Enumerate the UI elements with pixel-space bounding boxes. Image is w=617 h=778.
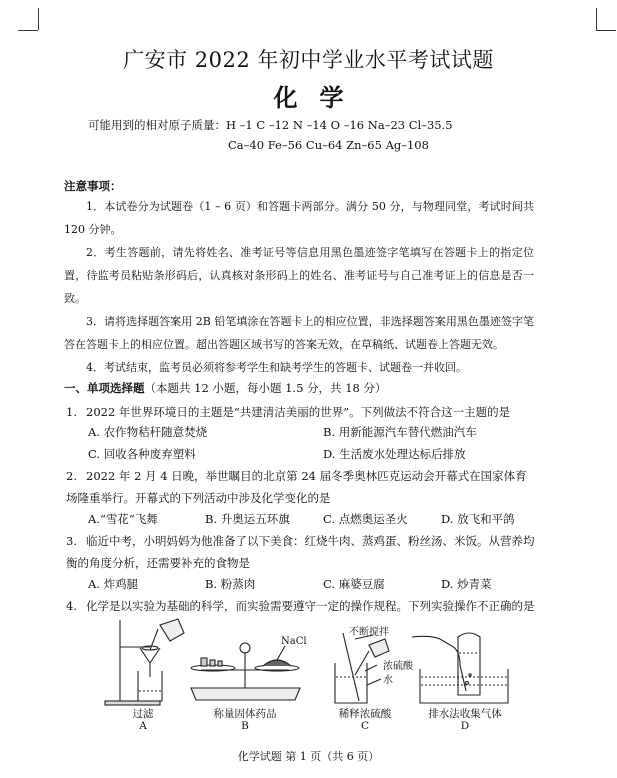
crop-mark-top-right <box>596 8 597 30</box>
exam-title: 广安市 2022 年初中学业水平考试试题 <box>123 48 494 72</box>
q3-option-c[interactable]: C. 麻婆豆腐 <box>323 577 385 591</box>
q1-option-b[interactable]: B. 用新能源汽车替代燃油汽车 <box>323 425 477 439</box>
question-4 <box>66 595 536 617</box>
page-footer: 化学试题 第 1 页（共 6 页） <box>237 750 380 763</box>
note-item-2: 2．考生答题前，请先将姓名、准考证号等信息用黑色墨迹签字笔填写在答题卡上的指定位置，待监考员粘贴条形码后，认真核对条形码上的姓名、准考证号与自己准考证上的信息是否一致。 <box>64 246 534 305</box>
question-1 <box>66 401 536 423</box>
question-stem: 临近中考，小明妈妈为他准备了以下美食：红烧牛肉、蒸鸡蛋、粉丝汤、米饭。从营养均衡的角度分析，还需要补充的食物是 <box>66 534 535 570</box>
caption-letter: B <box>241 720 249 732</box>
dilute-acid-figure <box>325 625 420 707</box>
question-number: 4. <box>66 599 77 613</box>
crop-mark-top-left-h <box>18 30 38 31</box>
question-stem: 2022 年 2 月 4 日晚，举世瞩目的北京第 24 届冬季奥林匹克运动会开幕式在国家体育场隆重举行。开幕式的下列活动中涉及化学变化的是 <box>66 469 527 505</box>
note-item-3: 3．请将选择题答案用 2B 铅笔填涂在答题卡上的相应位置，非选择题答案用黑色墨迹签字笔答在答题卡上的相应位置。超出答题区域书写的答案无效，在草稿纸、试题卷上答题无效。 <box>64 315 534 351</box>
caption-text: 称量固体药品 <box>213 708 277 720</box>
q1-option-c[interactable]: C. 回收各种废弃塑料 <box>88 447 196 461</box>
section-desc: （本题共 12 小题，每小题 1.5 分，共 18 分） <box>144 381 387 395</box>
filtration-apparatus-figure <box>100 615 190 707</box>
question-number: 3. <box>66 534 77 548</box>
question-2 <box>66 465 536 509</box>
atomic-mass-line-2: Ca–40 Fe–56 Cu–64 Zn–65 Ag–108 <box>228 138 429 152</box>
acid-label: 浓硫酸 <box>383 661 413 672</box>
caption-letter: A <box>139 720 147 732</box>
section-title: 一、单项选择题 <box>64 381 145 395</box>
q1-option-a[interactable]: A. 农作物秸秆随意焚烧 <box>88 425 208 439</box>
q2-option-d[interactable]: D. 放飞和平鸽 <box>441 512 515 526</box>
caption-text: 排水法收集气体 <box>428 708 502 720</box>
question-number: 1. <box>66 405 77 419</box>
nacl-label: NaCl <box>281 636 307 647</box>
caption-text: 过滤 <box>132 708 154 720</box>
question-stem: 2022 年世界环境日的主题是“共建清洁美丽的世界”。下列做法不符合这一主题的是 <box>86 405 511 419</box>
q3-option-a[interactable]: A. 炸鸡腿 <box>88 577 139 591</box>
caption-text: 稀释浓硫酸 <box>338 708 392 720</box>
atomic-mass-line-1: 可能用到的相对原子质量：H –1 C –12 N –14 O –16 Na–23 Cl–35.5 <box>88 118 453 132</box>
gas-collection-figure <box>410 625 515 707</box>
note-item-4: 4．考试结束，监考员必须将参考学生和缺考学生的答题卡、试题卷一并收回。 <box>86 361 467 374</box>
figure-b-caption <box>200 708 290 732</box>
subject-title: 化学 <box>273 83 366 112</box>
question-number: 2. <box>66 469 77 483</box>
water-label: 水 <box>383 675 393 686</box>
figure-d-caption <box>420 708 510 732</box>
section-heading <box>64 380 387 396</box>
q2-option-a[interactable]: A.“雪花”飞舞 <box>88 512 158 526</box>
balance-scale-figure <box>183 630 308 705</box>
caption-letter: C <box>360 720 370 732</box>
crop-mark-top-right-h <box>596 30 616 31</box>
caption-letter: D <box>460 720 470 732</box>
q3-option-b[interactable]: B. 粉蒸肉 <box>205 577 256 591</box>
figure-a-caption <box>98 708 188 732</box>
question-stem: 化学是以实验为基础的科学，而实验需要遵守一定的操作规程。下列实验操作不正确的是 <box>86 599 535 613</box>
q1-option-d[interactable]: D. 生活废水处理达标后排放 <box>323 447 466 461</box>
figure-c-caption <box>320 708 410 732</box>
crop-mark-top-left <box>38 8 39 30</box>
q2-option-c[interactable]: C. 点燃奥运圣火 <box>323 512 408 526</box>
note-item-1: 1．本试卷分为试题卷（1 – 6 页）和答题卡两部分。满分 50 分，与物理同堂，考试时间共 120 分钟。 <box>64 200 534 236</box>
stir-label: 不断搅拌 <box>349 627 389 638</box>
notes-heading: 注意事项： <box>64 179 122 193</box>
q2-option-b[interactable]: B. 升奥运五环旗 <box>205 512 290 526</box>
question-3 <box>66 530 536 574</box>
q3-option-d[interactable]: D. 炒青菜 <box>441 577 492 591</box>
